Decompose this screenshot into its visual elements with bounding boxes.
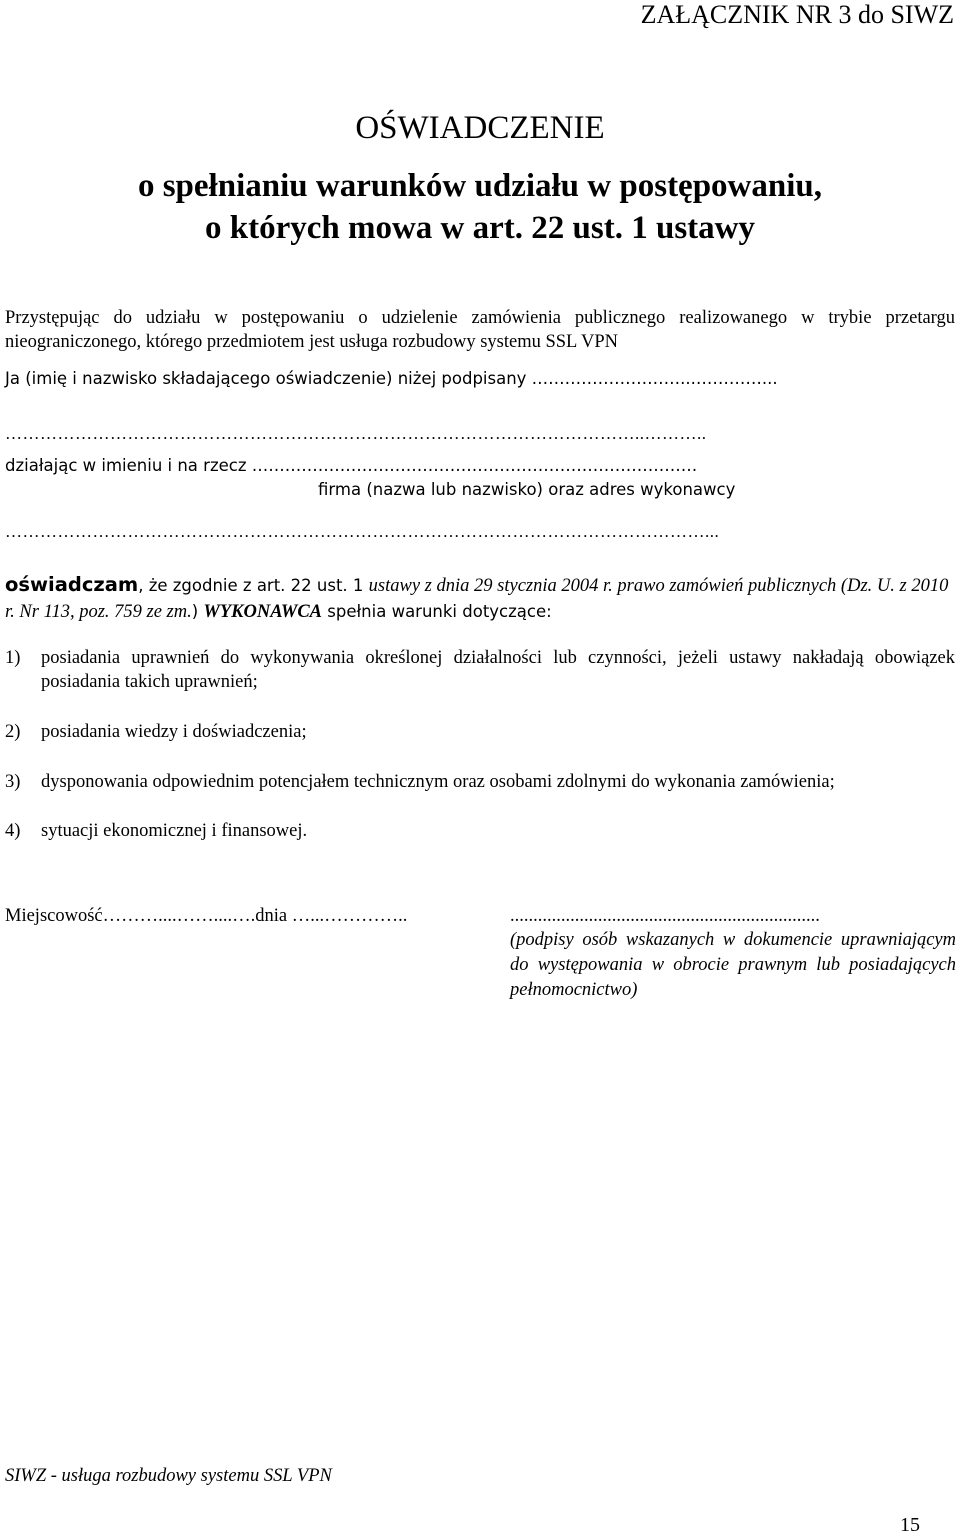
condition-number: 2) xyxy=(5,722,21,742)
page-number: 15 xyxy=(900,1514,920,1536)
declaration-rest: spełnia warunki dotyczące: xyxy=(322,602,552,621)
document-subtitle xyxy=(0,165,960,249)
firm-caption: firma (nazwa lub nazwisko) oraz adres wykonawcy xyxy=(318,480,736,499)
declaration-article: , że zgodnie z art. 22 ust. 1 xyxy=(138,576,369,595)
condition-text: dysponowania odpowiednim potencjałem technicznym oraz osobami zdolnymi do wykonania zamówienia; xyxy=(41,772,835,792)
page-footer: SIWZ - usługa rozbudowy systemu SSL VPN xyxy=(5,1466,332,1486)
condition-item xyxy=(5,646,955,694)
name-dots-line: ………………………………………………………………………………………………..……….. xyxy=(5,424,707,443)
condition-text: sytuacji ekonomicznej i finansowej. xyxy=(41,821,308,841)
firm-dots-line: …………………………………………………………………………………………………………... xyxy=(5,522,720,541)
condition-number: 1) xyxy=(5,648,21,668)
condition-text: posiadania wiedzy i doświadczenia; xyxy=(41,722,307,742)
signature-note: (podpisy osób wskazanych w dokumencie uprawniającym do występowania w obrocie prawnym lub posiadających pełnomocnictwo) xyxy=(510,930,956,1000)
close-paren: ) xyxy=(191,602,204,621)
place-date-line: Miejscowość………....……....….dnia …...………….. xyxy=(5,906,408,926)
condition-item xyxy=(5,819,955,843)
document-title: OŚWIADCZENIE xyxy=(355,110,605,146)
signature-dots: ................................................................... xyxy=(510,906,820,926)
contractor-word: WYKONAWCA xyxy=(203,602,323,622)
condition-item xyxy=(5,770,955,794)
acting-line: działając w imieniu i na rzecz ……………………………………………………………………… xyxy=(5,456,698,475)
annex-title: ZAŁĄCZNIK NR 3 do SIWZ xyxy=(640,0,954,29)
name-line: Ja (imię i nazwisko składającego oświadczenie) niżej podpisany ………………………...…………... xyxy=(5,369,778,388)
declaration-word: oświadczam xyxy=(5,573,139,596)
condition-number: 4) xyxy=(5,821,21,841)
law-reference: ustawy z dnia 29 stycznia 2004 r. prawo zamówień publicznych (Dz. U. z 2010 r. Nr 113, poz. 759 ze zm. xyxy=(5,576,949,622)
condition-number: 3) xyxy=(5,772,21,792)
subtitle-line-1: o spełnianiu warunków udziału w postępowaniu, xyxy=(137,168,823,204)
condition-item xyxy=(5,720,955,744)
subtitle-line-2: o których mowa w art. 22 ust. 1 ustawy xyxy=(205,210,755,246)
condition-text: posiadania uprawnień do wykonywania określonej działalności lub czynności, jeżeli ustawy nakładają obowiązek posiadania takich uprawnień; xyxy=(41,648,955,692)
intro-paragraph: Przystępując do udziału w postępowaniu o udzielenie zamówienia publicznego realizowanego w trybie przetargu nieograniczonego, którego przedmiotem jest usługa rozbudowy systemu SSL VPN xyxy=(5,308,955,352)
declaration-paragraph xyxy=(5,572,955,625)
